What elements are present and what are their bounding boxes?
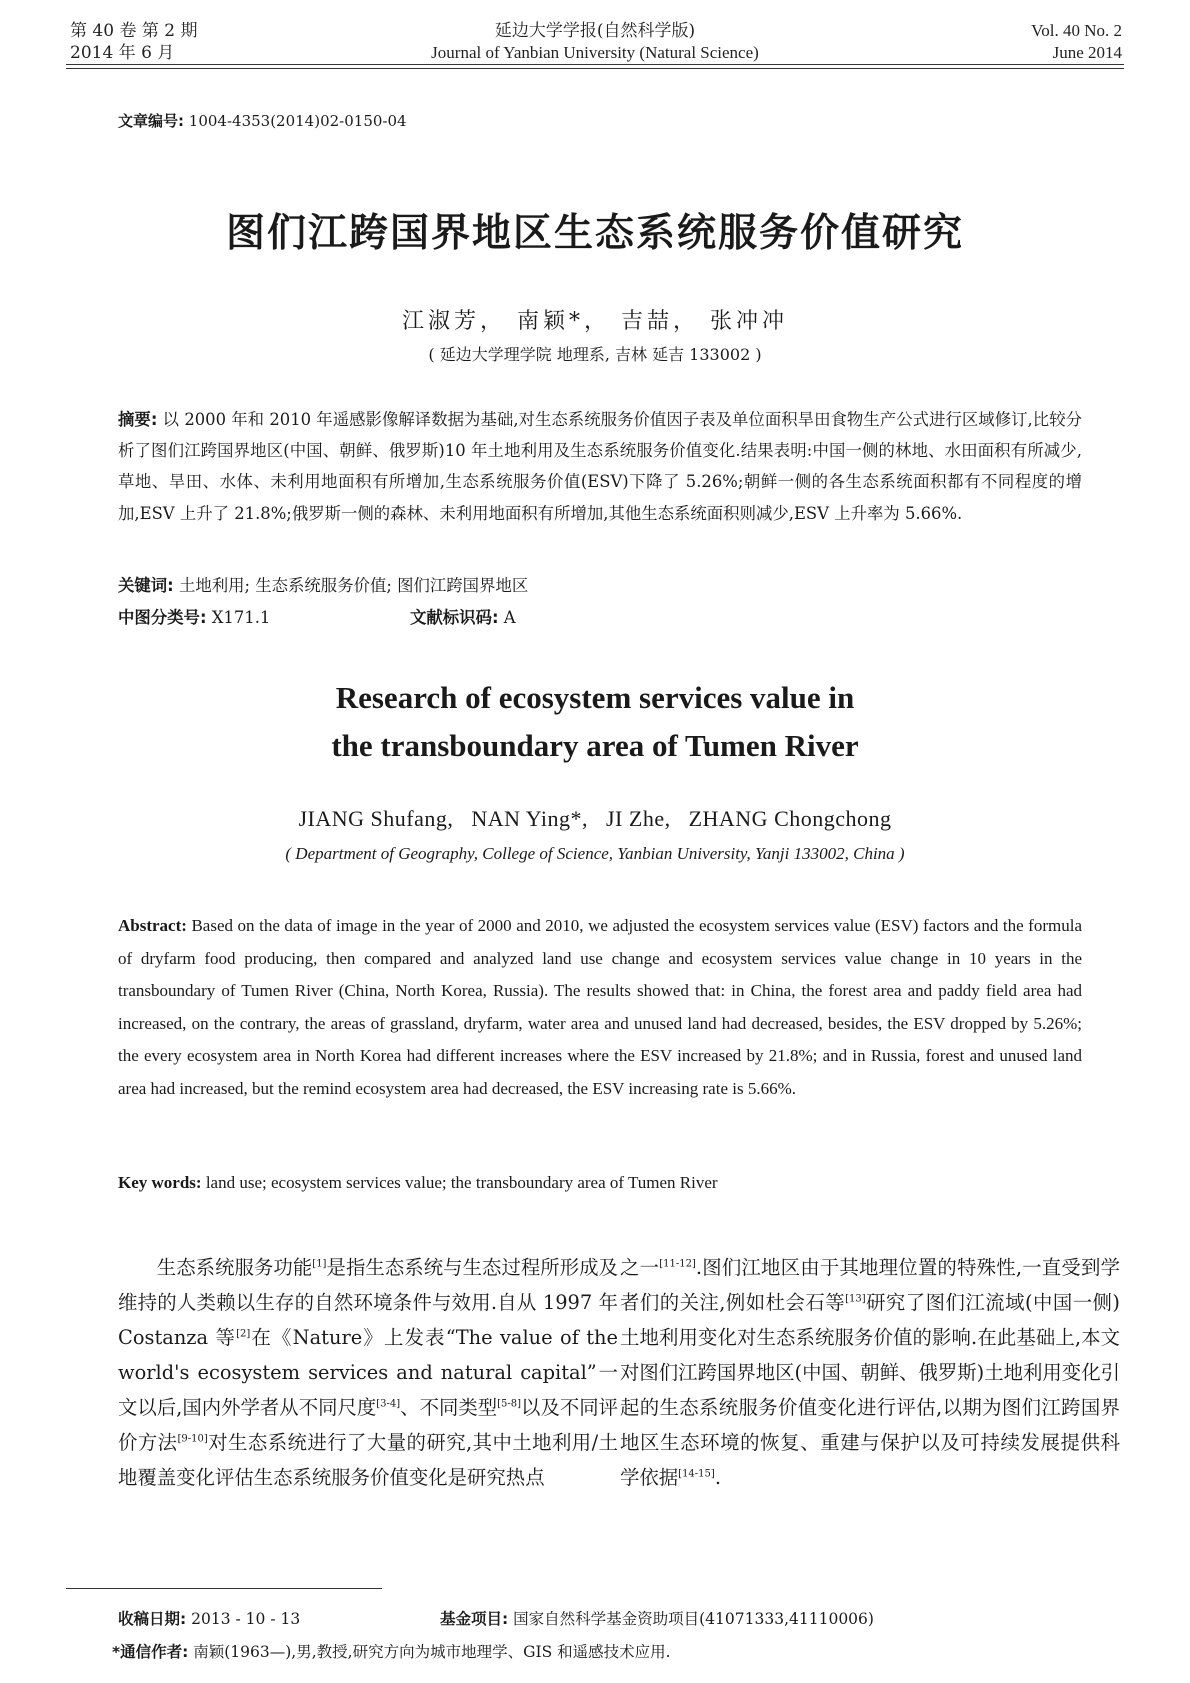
citation: [9-10] [177, 1433, 208, 1445]
body-text: . [714, 1466, 721, 1489]
received-value: 2013 - 10 - 13 [191, 1610, 301, 1628]
title-cn: 图们江跨国界地区生态系统服务价值研究 [225, 211, 964, 256]
body-text: 对生态系统进行了大量的研究,其中土地利用/土地覆盖变化评估生态系统服务价值变化是研究热点 [118, 1431, 618, 1489]
header-rule-bottom [66, 68, 1124, 69]
citation: [13] [845, 1293, 866, 1305]
received-label: 收稿日期: [118, 1610, 187, 1628]
footnote-rule [66, 1588, 382, 1589]
citation: [5-8] [497, 1398, 522, 1410]
keywords-en-text: land use; ecosystem services value; the transboundary area of Tumen River [205, 1173, 718, 1192]
title-en-line1: Research of ecosystem services value in [335, 680, 855, 715]
body-text: 、不同类型 [400, 1396, 498, 1419]
volume-issue-cn: 第 40 卷 第 2 期 [70, 21, 198, 41]
document-code-cn-label: 文献标识码: [410, 608, 499, 627]
body-text: .图们江地区由于其地理位置的特殊性,一直受到学者们的关注,例如杜会石等 [620, 1256, 1120, 1314]
authors-en: JIANG Shufang, NAN Ying*, JI Zhe, ZHANG Chongchong [298, 806, 892, 831]
running-header-center [395, 20, 795, 64]
keywords-cn-text: 土地利用; 生态系统服务价值; 图们江跨国界地区 [178, 576, 529, 595]
corresponding-label: *通信作者: [112, 1643, 189, 1661]
body-text: 是指生态系统与生态过程所形成及维持的人类赖以生存的自然环境条件与效用.自从 1997 年 Costanza 等 [118, 1256, 619, 1349]
document-code-cn-value: A [503, 608, 516, 627]
date-en: June 2014 [1052, 43, 1122, 62]
citation: [14-15] [678, 1468, 715, 1480]
classification-cn-value: X171.1 [211, 608, 271, 627]
fund-project [440, 1607, 874, 1629]
keywords-cn-label: 关键词: [118, 576, 174, 595]
keywords-en-label: Key words: [118, 1173, 202, 1192]
document-code-cn [410, 604, 516, 628]
abstract-cn-text: 以 2000 年和 2010 年遥感影像解译数据为基础,对生态系统服务价值因子表及单位面积旱田食物生产公式进行区域修订,比较分析了图们江跨国界地区(中国、朝鲜、俄罗斯)10 年土地利用及生态系统服务价值变化.结果表明:中国一侧的林地、水田面积有所减少,草地、旱田、水体、未利用地面积有所增加,生态系统服务价值(ESV)下降了 5.26%;朝鲜一侧的各生态系统面积都有不同程度的增加,ESV 上升了 21.8%;俄罗斯一侧的森林、未利用地面积有所增加,其他生态系统面积则减少,ESV 上升率为 5.66%. [118, 410, 1083, 523]
header-rule-top [66, 64, 1124, 65]
keywords-cn [118, 572, 528, 596]
authors-cn: 江淑芳， 南颖*， 吉喆， 张冲冲 [402, 309, 788, 334]
title-en [0, 674, 1190, 770]
body-left-column [118, 1250, 618, 1495]
journal-name-en: Journal of Yanbian University (Natural Science) [431, 43, 759, 62]
received-date [118, 1607, 300, 1629]
classification-cn-label: 中图分类号: [118, 608, 207, 627]
fund-label: 基金项目: [440, 1610, 509, 1628]
citation: [2] [236, 1328, 251, 1340]
article-number-value: 1004-4353(2014)02-0150-04 [188, 112, 407, 130]
abstract-en [118, 910, 1082, 1106]
running-header-right [1031, 20, 1122, 64]
body-text: 研究了图们江流域(中国一侧)土地利用变化对生态系统服务价值的影响.在此基础上,本文对图们江跨国界地区(中国、朝鲜、俄罗斯)土地利用变化引起的生态系统服务价值变化进行评估,以期为图们江跨国界地区生态环境的恢复、重建与保护以及可持续发展提供科学依据 [620, 1291, 1120, 1489]
corresponding-author [112, 1640, 671, 1662]
affiliation-cn: ( 延边大学理学院 地理系, 吉林 延吉 133002 ) [428, 345, 762, 364]
article-number [118, 110, 407, 131]
abstract-cn-label: 摘要: [118, 410, 158, 429]
body-text: 在《Nature》上发表“The value of the world's ecosystem services and natural capital”一文以后,国内外学者从不同尺度 [118, 1326, 618, 1419]
abstract-cn [118, 404, 1082, 529]
body-text: 以及不同评价方法 [118, 1396, 619, 1454]
abstract-en-label: Abstract: [118, 916, 187, 935]
article-number-label: 文章编号: [118, 112, 184, 130]
citation: [3-4] [376, 1398, 401, 1410]
date-cn: 2014 年 6 月 [70, 43, 175, 63]
abstract-en-text: Based on the data of image in the year of 2000 and 2010, we adjusted the ecosystem services value (ESV) factors and the formula of dryfarm food producing, then compared and analyzed land use change and ecosystem services value change in 10 years in the transboundary of Tumen River (China, North Korea, Russia). The results showed that: in China, the forest area and paddy field area had increased, on the contrary, the areas of grassland, dryfarm, water area and unused land had decreased, besides, the ESV dropped by 5.26%; the every ecosystem area in North Korea had different increases where the ESV increased by 21.8%; and in Russia, forest and unused land area had increased, but the remind ecosystem area had decreased, the ESV increasing rate is 5.66%. [118, 916, 1082, 1098]
corresponding-value: 南颖(1963—),男,教授,研究方向为城市地理学、GIS 和遥感技术应用. [193, 1643, 671, 1661]
citation: [1] [312, 1258, 327, 1270]
title-en-line2: the transboundary area of Tumen River [331, 728, 859, 763]
body-text: 之一 [620, 1256, 660, 1279]
citation: [11-12] [659, 1258, 696, 1270]
volume-issue-en: Vol. 40 No. 2 [1031, 21, 1122, 40]
body-right-column [620, 1250, 1120, 1495]
affiliation-en: ( Department of Geography, College of Science, Yanbian University, Yanji 133002, China ) [285, 844, 905, 863]
body-text: 生态系统服务功能 [156, 1256, 313, 1279]
journal-name-cn: 延边大学学报(自然科学版) [494, 21, 696, 41]
running-header-left [70, 20, 197, 64]
classification-cn [118, 604, 270, 628]
keywords-en [118, 1173, 718, 1193]
fund-value: 国家自然科学基金资助项目(41071333,41110006) [513, 1610, 874, 1628]
